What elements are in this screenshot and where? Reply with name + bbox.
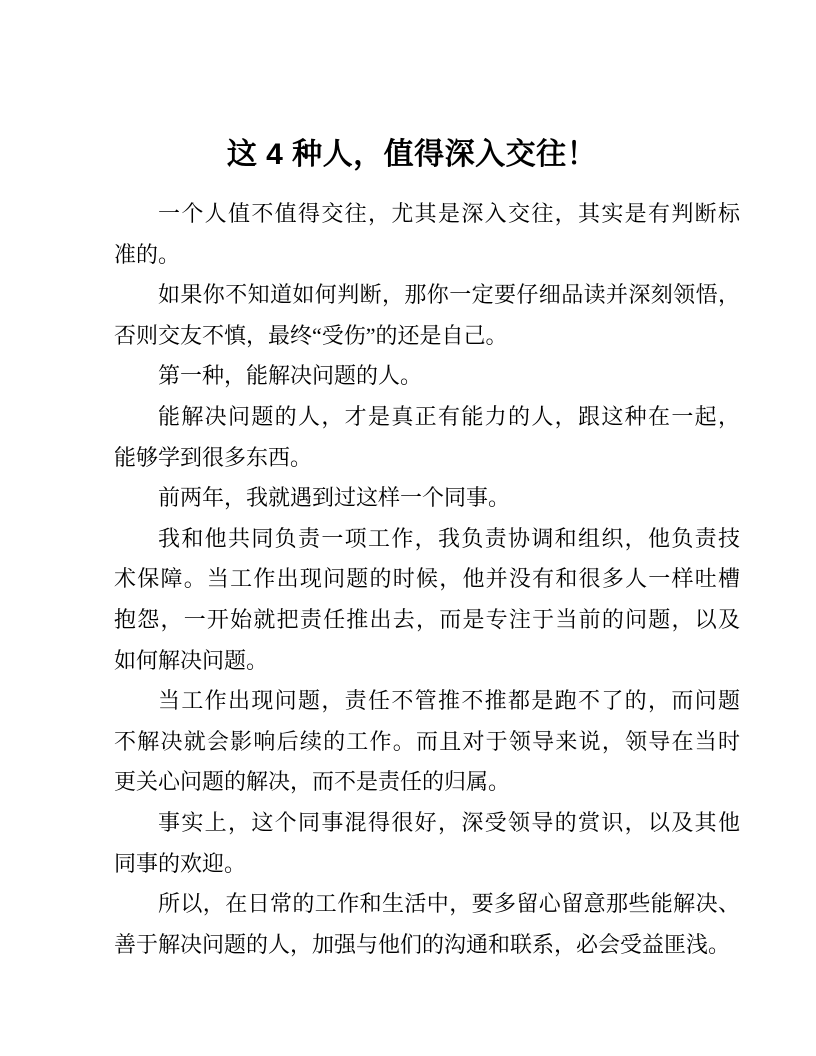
paragraph bbox=[114, 803, 740, 884]
document-title: 这 4 种人，值得深入交往！ bbox=[226, 138, 598, 171]
text-line: 前两年，我就遇到过这样一个同事。 bbox=[158, 485, 511, 511]
text-line: 第一种，能解决问题的人。 bbox=[158, 363, 423, 389]
text-line: 善于解决问题的人，加强与他们的沟通和联系，必会受益匪浅。 bbox=[114, 931, 731, 957]
text-line: 如何解决问题。 bbox=[114, 647, 269, 673]
paragraph bbox=[114, 275, 740, 356]
text-line: 当工作出现问题，责任不管推不推都是跑不了的，而问题 bbox=[158, 688, 740, 714]
paragraph bbox=[114, 519, 740, 681]
paragraph bbox=[114, 681, 740, 803]
paragraph bbox=[114, 194, 740, 275]
text-line: 事实上，这个同事混得很好，深受领导的赏识，以及其他 bbox=[158, 809, 740, 835]
text-line: 准的。 bbox=[114, 241, 181, 267]
paragraph bbox=[114, 884, 740, 965]
text-line: 抱怨，一开始就把责任推出去，而是专注于当前的问题，以及 bbox=[114, 606, 740, 632]
text-line: 如果你不知道如何判断，那你一定要仔细品读并深刻领悟， bbox=[158, 282, 740, 308]
document-body bbox=[114, 194, 740, 965]
paragraph bbox=[114, 478, 740, 519]
text-line: 更关心问题的解决，而不是责任的归属。 bbox=[114, 769, 511, 795]
text-line: 所以，在日常的工作和生活中，要多留心留意那些能解决、 bbox=[158, 891, 740, 917]
text-line: 能解决问题的人，才是真正有能力的人，跟这种在一起， bbox=[158, 403, 740, 429]
paragraph bbox=[114, 397, 740, 478]
text-line: 一个人值不值得交往，尤其是深入交往，其实是有判断标 bbox=[158, 201, 740, 226]
text-line: 术保障。当工作出现问题的时候，他并没有和很多人一样吐槽 bbox=[114, 566, 740, 592]
text-line: 否则交友不慎，最终“受伤”的还是自己。 bbox=[114, 322, 508, 348]
text-line: 不解决就会影响后续的工作。而且对于领导来说，领导在当时 bbox=[114, 728, 740, 754]
text-line: 能够学到很多东西。 bbox=[114, 444, 313, 470]
paragraph bbox=[114, 356, 740, 397]
text-line: 我和他共同负责一项工作，我负责协调和组织，他负责技 bbox=[158, 525, 740, 551]
text-line: 同事的欢迎。 bbox=[114, 850, 247, 876]
